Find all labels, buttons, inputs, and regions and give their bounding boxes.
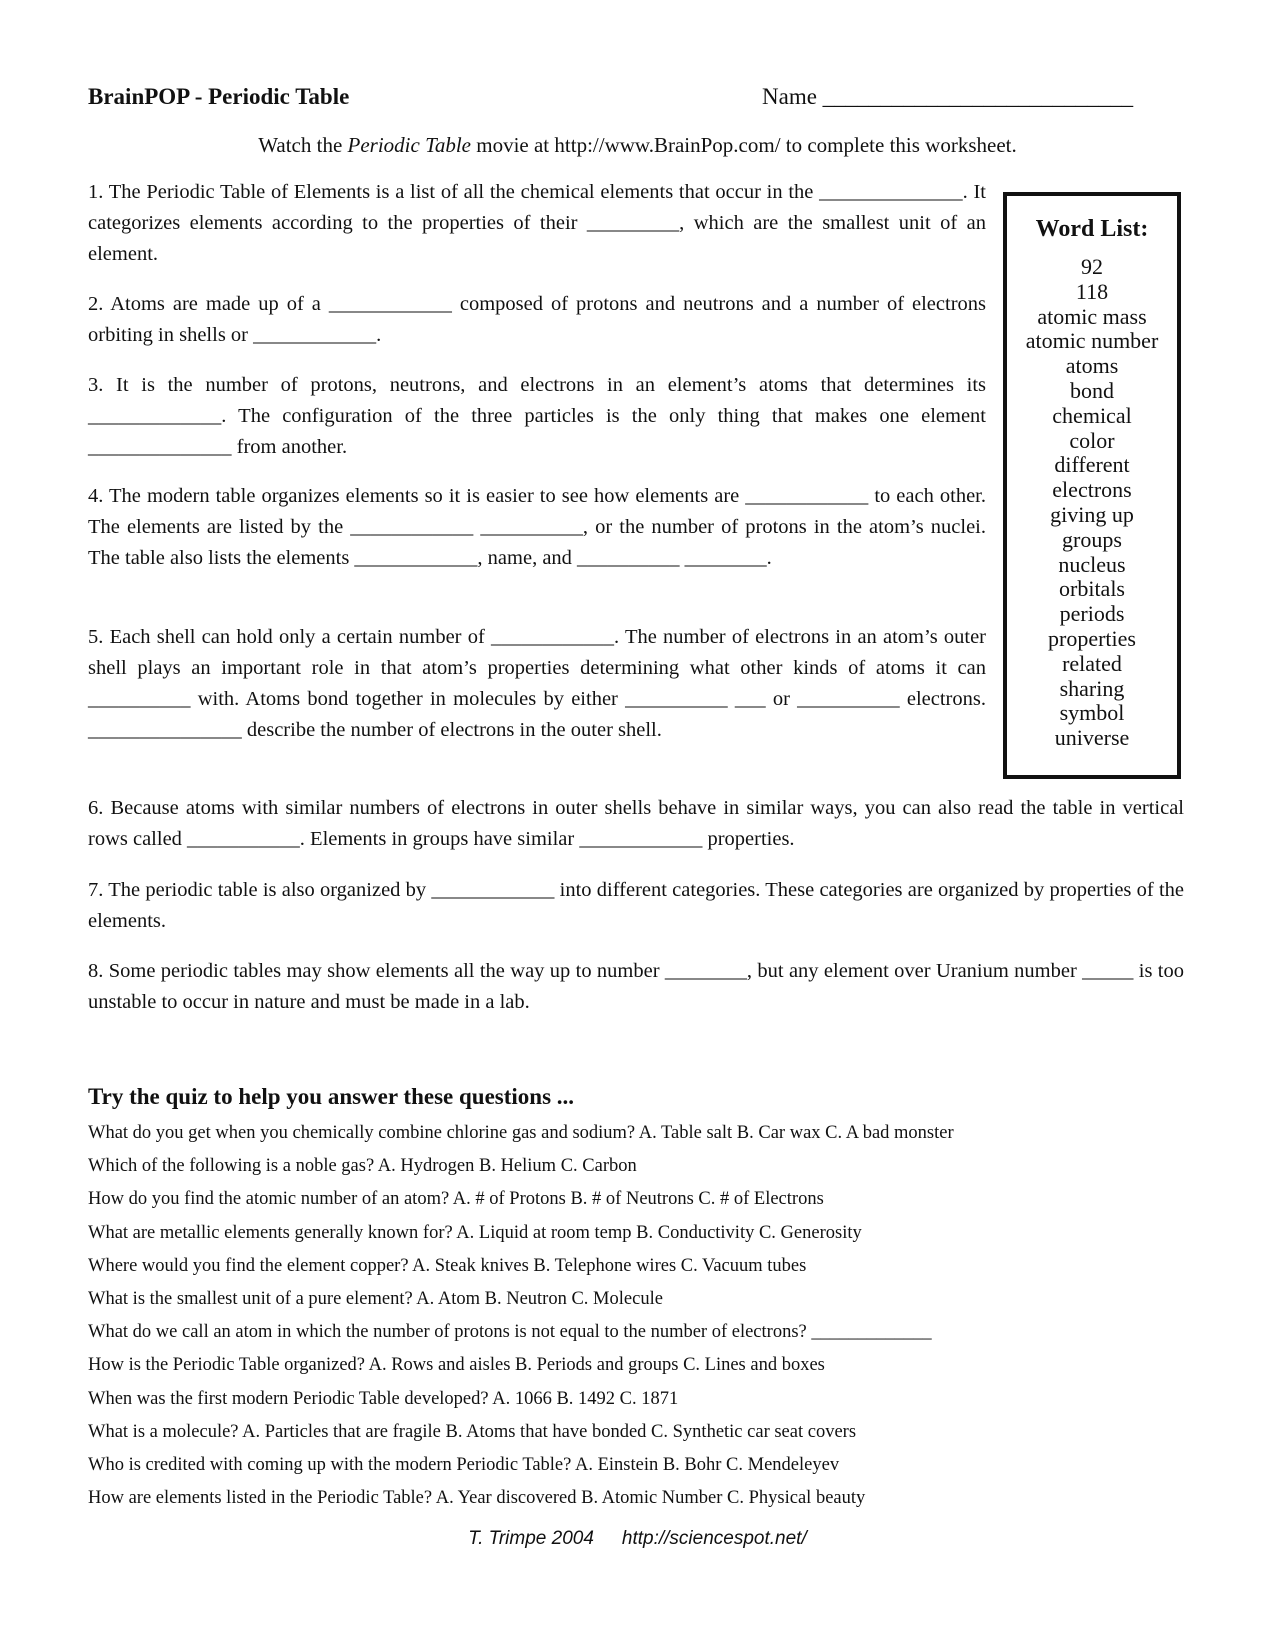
footer xyxy=(0,1528,1275,1550)
word-list-item: nucleus xyxy=(1058,551,1126,577)
quiz-item: How is the Periodic Table organized? A. Rows and aisles B. Periods and groups C. Lines and boxes xyxy=(88,1355,825,1376)
question-6: 6. Because atoms with similar numbers of electrons in outer shells behave in similar ways, you can also read the table in vertical rows called ___________. Elements in groups have similar ____________ properties. xyxy=(88,797,1184,850)
word-list-item: 92 xyxy=(1081,254,1103,279)
word-list-item: bond xyxy=(1070,377,1114,403)
word-list xyxy=(1007,255,1177,751)
question-7: 7. The periodic table is also organized by ____________ into different categories. These categories are organized by properties of the elements. xyxy=(88,879,1184,932)
instructions xyxy=(0,133,1275,158)
quiz-item: Who is credited with coming up with the modern Periodic Table? A. Einstein B. Bohr C. Mendeleyev xyxy=(88,1454,840,1475)
word-list-box xyxy=(1003,192,1181,779)
movie-title: Periodic Table xyxy=(347,133,471,157)
quiz-item: How do you find the atomic number of an atom? A. # of Protons B. # of Neutrons C. # of Electrons xyxy=(88,1189,824,1210)
word-list-item: chemical xyxy=(1052,402,1132,428)
word-list-item: sharing xyxy=(1059,675,1125,701)
word-list-item: electrons xyxy=(1052,477,1132,503)
question-1: 1. The Periodic Table of Elements is a list of all the chemical elements that occur in the ______________. It categorizes elements according to the properties of their _________, which are the smallest unit of an element. xyxy=(88,181,986,265)
word-list-item: atomic number xyxy=(1025,328,1159,354)
quiz-item: What do you get when you chemically combine chlorine gas and sodium? A. Table salt B. Car wax C. A bad monster xyxy=(88,1123,954,1143)
word-list-item: symbol xyxy=(1059,700,1125,726)
worksheet-title: BrainPOP - Periodic Table xyxy=(88,84,350,109)
quiz-item: What is the smallest unit of a pure element? A. Atom B. Neutron C. Molecule xyxy=(88,1288,663,1309)
quiz-item: Where would you find the element copper? A. Steak knives B. Telephone wires C. Vacuum tubes xyxy=(88,1255,807,1276)
footer-url: http://sciencespot.net/ xyxy=(621,1528,807,1549)
quiz-item: How are elements listed in the Periodic Table? A. Year discovered B. Atomic Number C. Physical beauty xyxy=(88,1488,866,1509)
question-8: 8. Some periodic tables may show elements all the way up to number ________, but any element over Uranium number _____ is too unstable to occur in nature and must be made in a lab. xyxy=(88,960,1184,1013)
word-list-item: different xyxy=(1054,452,1130,478)
instructions-prefix: Watch the xyxy=(258,133,348,157)
quiz-item: When was the first modern Periodic Table developed? A. 1066 B. 1492 C. 1871 xyxy=(88,1388,679,1409)
word-list-item: giving up xyxy=(1050,501,1134,527)
quiz-list xyxy=(88,1117,1238,1515)
word-list-item: color xyxy=(1069,427,1115,453)
question-3: 3. It is the number of protons, neutrons, and electrons in an element’s atoms that determines its _____________. The configuration of the three particles is the only thing that makes one element ______________ from another. xyxy=(88,374,986,458)
quiz-heading: Try the quiz to help you answer these questions ... xyxy=(88,1084,575,1109)
question-5: 5. Each shell can hold only a certain number of ____________. The number of electrons in an atom’s outer shell plays an important role in that atom’s properties determining what other kinds of atoms it can __________ with. Atoms bond together in molecules by either __________ ___ or __________ electrons. _______________ describe the number of electrons in the outer shell. xyxy=(88,626,986,741)
word-list-item: atomic mass xyxy=(1037,303,1147,329)
instructions-suffix: movie at http://www.BrainPop.com/ to complete this worksheet. xyxy=(471,133,1017,157)
word-list-item: groups xyxy=(1062,526,1122,552)
word-list-item: related xyxy=(1062,650,1122,676)
word-list-item: universe xyxy=(1054,725,1130,751)
footer-author: T. Trimpe 2004 xyxy=(468,1528,594,1549)
quiz-item: What do we call an atom in which the number of protons is not equal to the number of electrons? _____________ xyxy=(88,1322,932,1343)
quiz-item: What are metallic elements generally known for? A. Liquid at room temp B. Conductivity C. Generosity xyxy=(88,1222,862,1243)
name-field: Name ___________________________ xyxy=(762,84,1134,109)
quiz-item: What is a molecule? A. Particles that are fragile B. Atoms that have bonded C. Synthetic car seat covers xyxy=(88,1421,857,1442)
question-2: 2. Atoms are made up of a ____________ composed of protons and neutrons and a number of electrons orbiting in shells or ____________. xyxy=(88,293,986,346)
word-list-item: properties xyxy=(1048,625,1136,651)
word-list-title: Word List: xyxy=(1035,216,1149,242)
word-list-item: orbitals xyxy=(1059,576,1125,602)
quiz-item: Which of the following is a noble gas? A. Hydrogen B. Helium C. Carbon xyxy=(88,1156,637,1177)
word-list-item: 118 xyxy=(1075,278,1109,304)
word-list-item: atoms xyxy=(1065,353,1119,379)
word-list-item: periods xyxy=(1059,601,1125,627)
question-4: 4. The modern table organizes elements so it is easier to see how elements are ____________ to each other. The elements are listed by the ____________ __________, or the number of protons in the atom’s nuclei. The table also lists the elements ____________, name, and __________ ________. xyxy=(88,485,986,569)
